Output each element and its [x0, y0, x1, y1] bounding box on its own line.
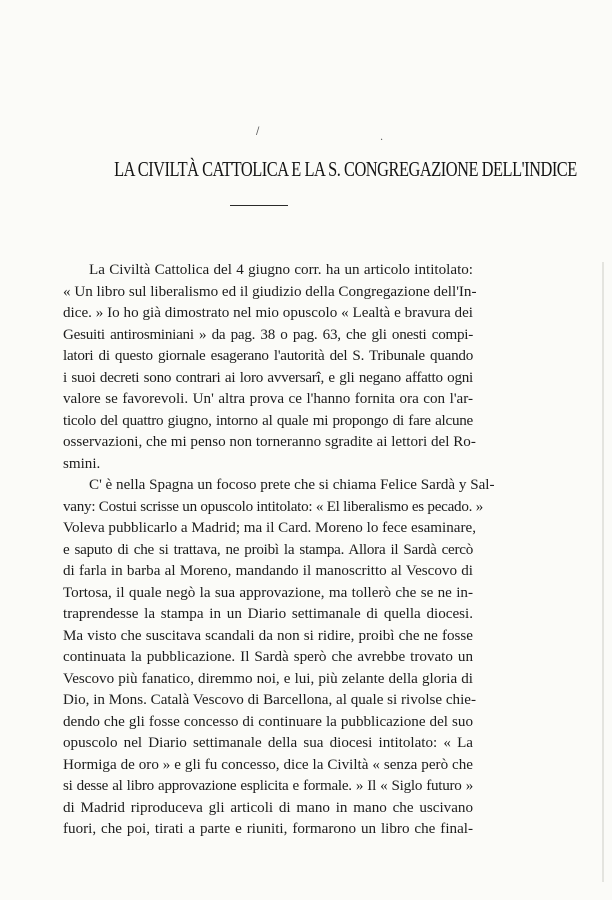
chapter-title: LA CIVILTÀ CATTOLICA E LA S. CONGREGAZIONE DELL'INDICE	[114, 157, 577, 181]
text-line: smini.	[63, 455, 101, 472]
print-mark: /	[256, 126, 260, 137]
print-mark: .	[380, 132, 384, 143]
text-line: dice. » Io ho già dimostrato nel mio opuscolo « Lealtà e bravura dei	[63, 305, 473, 321]
text-line: opuscolo nel Diario settimanale della sua diocesi intitolato: « La	[63, 735, 473, 751]
title-rule	[230, 205, 288, 206]
text-line: osservazioni, che mi penso non torneranno sgradite ai lettori del Ro-	[63, 434, 476, 450]
text-line: dendo che gli fosse concesso di continuare la pubblicazione del suo	[63, 713, 473, 730]
text-line: Ma visto che suscitava scandali da non si ridire, proibì che ne fosse	[63, 627, 473, 644]
text-line: « Un libro sul liberalismo ed il giudizio della Congregazione dell'In-	[63, 283, 477, 300]
text-line: di farla in barba al Moreno, mandando il manoscritto al Vescovo di	[63, 563, 473, 579]
paragraph-1	[63, 260, 477, 475]
text-line: i suoi decreti sono contrari ai loro avversarî, e gli negano affatto ogni	[63, 369, 473, 386]
text-line: C' è nella Spagna un focoso prete che si chiama Felice Sardà y Sal-	[89, 477, 495, 493]
text-line: ticolo del quattro giugno, intorno al quale mi propongo di fare alcune	[63, 412, 473, 429]
body-text	[63, 260, 495, 841]
page-edge-shadow	[602, 262, 604, 882]
text-line: La Civiltà Cattolica del 4 giugno corr. ha un articolo intitolato:	[89, 262, 473, 278]
text-line: continuata la pubblicazione. Il Sardà sperò che avrebbe trovato un	[63, 649, 473, 665]
text-line: di Madrid riproduceva gli articoli di mano in mano che uscivano	[63, 799, 473, 816]
text-line: Hormiga de oro » e gli fu concesso, dice la Civiltà « senza però che	[63, 756, 473, 773]
text-line: si desse al libro approvazione esplicita e formale. » Il « Siglo futuro »	[63, 778, 473, 794]
text-line: Tortosa, il quale negò la sua approvazione, ma tollerò che se ne in-	[63, 584, 473, 601]
paragraph-2	[63, 475, 495, 841]
text-line: vany: Costui scrisse un opuscolo intitolato: « El liberalismo es pecado. »	[63, 498, 483, 515]
text-line: Vescovo più fanatico, diremmo noi, e lui, più zelante della gloria di	[63, 670, 473, 687]
text-line: Voleva pubblicarlo a Madrid; ma il Card. Moreno lo fece esaminare,	[63, 520, 476, 536]
text-line: Dio, in Mons. Català Vescovo di Barcellona, al quale si rivolse chie-	[63, 692, 477, 708]
text-line: e saputo di che si trattava, ne proibì la stampa. Allora il Sardà cercò	[63, 541, 473, 558]
text-line: Gesuiti antirosminiani » da pag. 38 o pag. 63, che gli onesti compi-	[63, 326, 473, 343]
text-line: valore se favorevoli. Un' altra prova ce l'hanno fornita ora con l'ar-	[63, 391, 473, 407]
text-line: fuori, che poi, tirati a parte e riuniti, formarono un libro che final-	[63, 821, 473, 837]
text-line: latori di questo giornale esagerano l'autorità del S. Tribunale quando	[63, 348, 473, 364]
text-line: traprendesse la stampa in un Diario settimanale di quella diocesi.	[63, 606, 473, 622]
